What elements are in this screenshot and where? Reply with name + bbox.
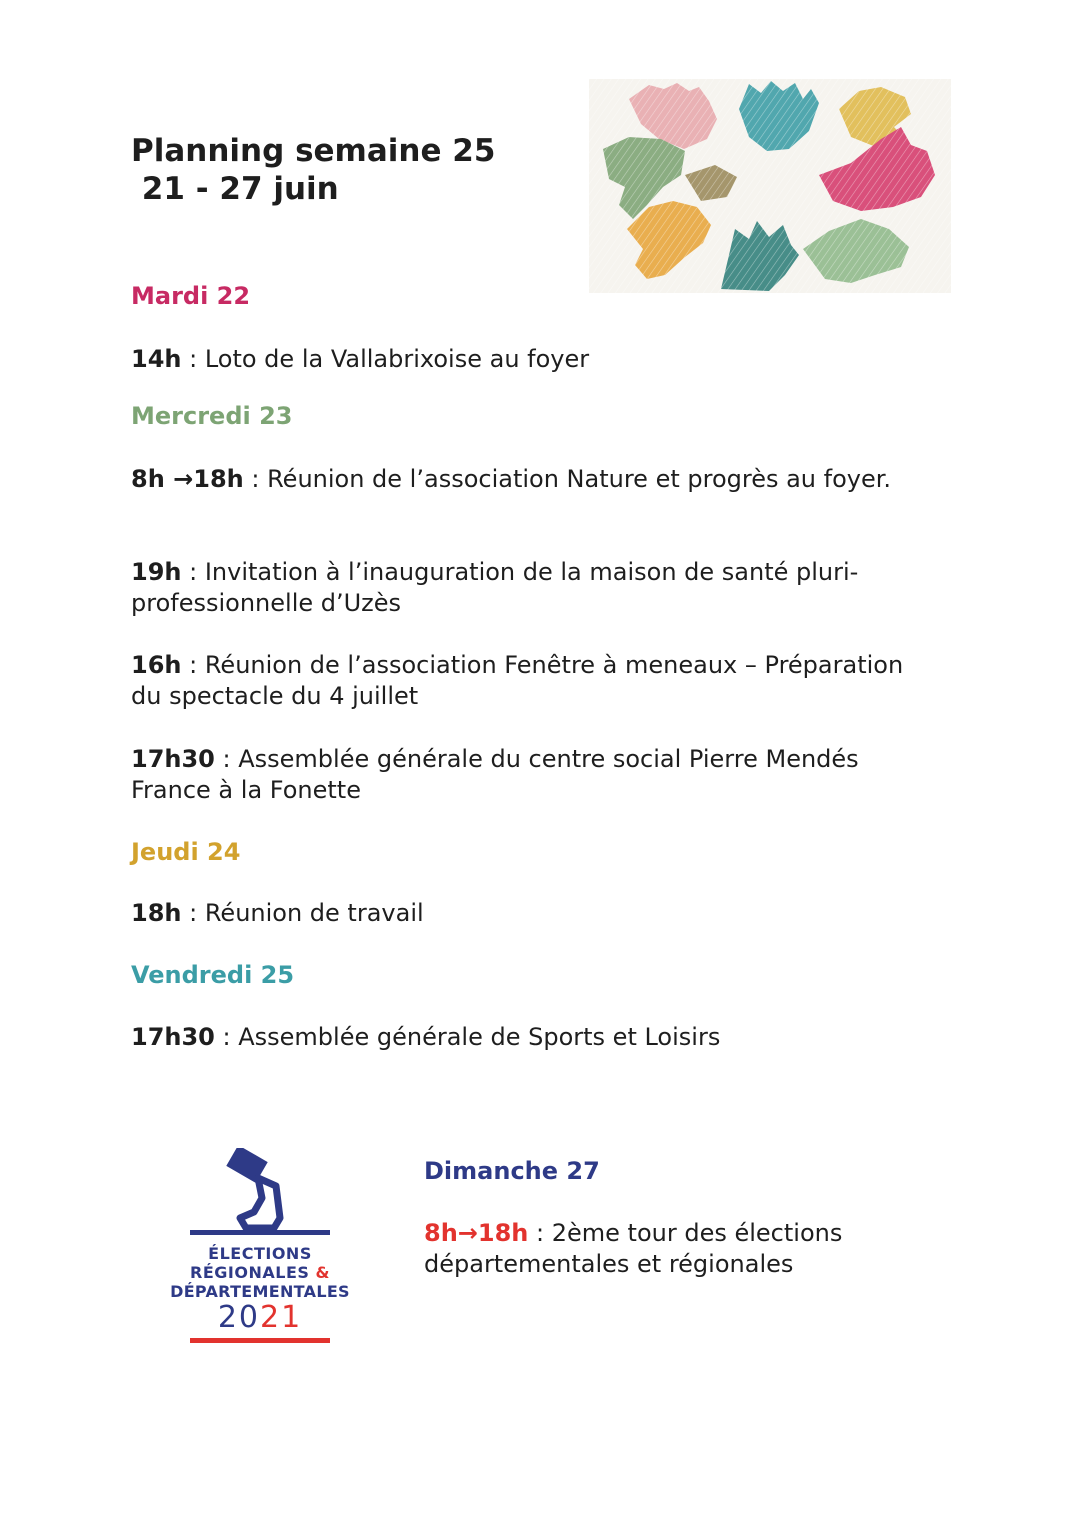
event-time: 19h bbox=[131, 558, 182, 586]
logo-line-3: DÉPARTEMENTALES bbox=[170, 1282, 350, 1301]
event-text: : Réunion de travail bbox=[181, 899, 424, 927]
title-line-1: Planning semaine 25 bbox=[131, 133, 496, 169]
event-mercredi-4 bbox=[131, 744, 931, 806]
event-text: : Assemblée générale de Sports et Loisirs bbox=[214, 1023, 721, 1051]
event-mercredi-3 bbox=[131, 650, 931, 712]
day-heading-vendredi: Vendredi 25 bbox=[131, 961, 295, 989]
event-time: 16h bbox=[131, 651, 182, 679]
event-time: 17h30 bbox=[131, 745, 215, 773]
event-jeudi-1 bbox=[131, 898, 931, 929]
page-title bbox=[131, 132, 495, 208]
logo-year bbox=[150, 1300, 370, 1335]
day-heading-mardi: Mardi 22 bbox=[131, 282, 251, 310]
event-text: : Assemblée générale du centre social Pierre Mendés France à la Fonette bbox=[131, 745, 859, 804]
event-vendredi-1 bbox=[131, 1022, 931, 1053]
event-mercredi-2 bbox=[131, 557, 931, 619]
event-mardi-1 bbox=[131, 344, 931, 375]
event-time: 14h bbox=[131, 345, 182, 373]
event-text: : Invitation à l’inauguration de la maison de santé pluri-professionnelle d’Uzès bbox=[131, 558, 859, 617]
logo-year-b: 21 bbox=[260, 1300, 303, 1335]
event-text: : Réunion de l’association Nature et progrès au foyer. bbox=[243, 465, 892, 493]
event-time: 8h →18h bbox=[131, 465, 244, 493]
event-text: : Loto de la Vallabrixoise au foyer bbox=[181, 345, 590, 373]
event-time: 17h30 bbox=[131, 1023, 215, 1051]
event-time: 18h bbox=[131, 899, 182, 927]
event-dimanche-1 bbox=[424, 1218, 984, 1280]
event-text: : 2ème tour des élections départementales et régionales bbox=[424, 1219, 843, 1278]
hands-illustration bbox=[589, 79, 951, 293]
title-line-2: 21 - 27 juin bbox=[131, 171, 339, 207]
logo-ampersand: & bbox=[315, 1263, 330, 1282]
logo-line-1: ÉLECTIONS bbox=[208, 1244, 312, 1263]
logo-line-2 bbox=[150, 1263, 370, 1282]
event-mercredi-1 bbox=[131, 464, 931, 495]
logo-line-2-text: RÉGIONALES bbox=[190, 1263, 310, 1282]
event-text: : Réunion de l’association Fenêtre à meneaux – Préparation du spectacle du 4 juillet bbox=[131, 651, 904, 710]
event-time: 8h→18h bbox=[424, 1219, 529, 1247]
day-heading-jeudi: Jeudi 24 bbox=[131, 838, 241, 866]
day-heading-dimanche: Dimanche 27 bbox=[424, 1157, 600, 1185]
day-heading-mercredi: Mercredi 23 bbox=[131, 402, 293, 430]
logo-year-a: 20 bbox=[217, 1300, 260, 1335]
